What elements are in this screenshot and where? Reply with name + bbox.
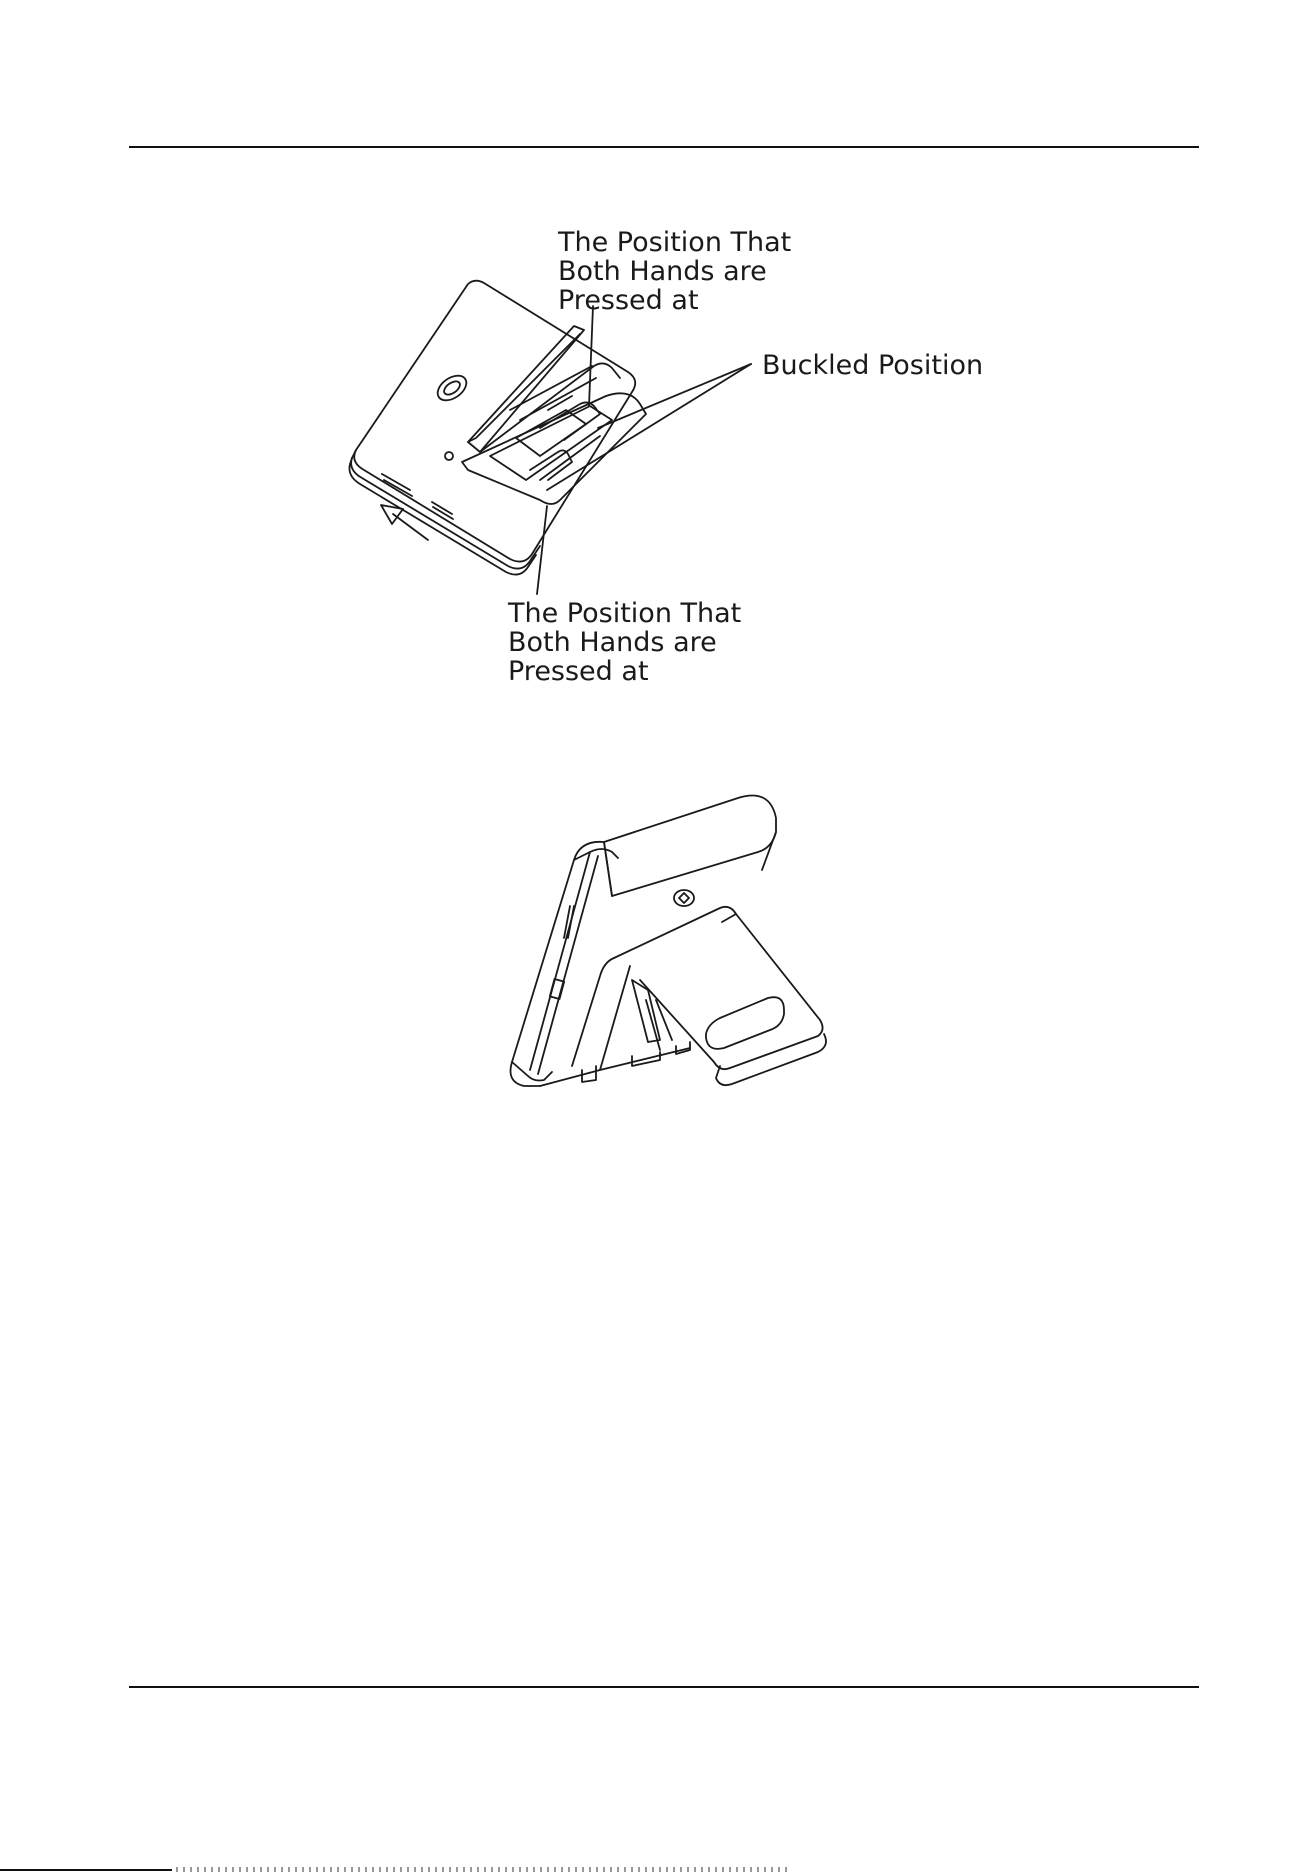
top-press-position-label: The Position That Both Hands are Pressed at <box>558 227 792 316</box>
buckled-position-label: Buckled Position <box>762 350 984 381</box>
direction-arrow-shaft <box>393 514 428 540</box>
device-back-panel <box>604 796 776 897</box>
red-arrow-icon <box>381 505 403 524</box>
bracket-lower-tray <box>462 393 646 504</box>
header-rule <box>129 146 1199 148</box>
bottom-press-position-label: The Position That Both Hands are Pressed at <box>508 598 742 687</box>
stand-opening <box>706 997 784 1049</box>
footer-strip <box>0 1866 790 1873</box>
standing-device-illustration <box>470 780 840 1100</box>
footer-rule <box>129 1686 1199 1688</box>
keyhole <box>433 371 471 406</box>
side-port <box>550 979 564 999</box>
